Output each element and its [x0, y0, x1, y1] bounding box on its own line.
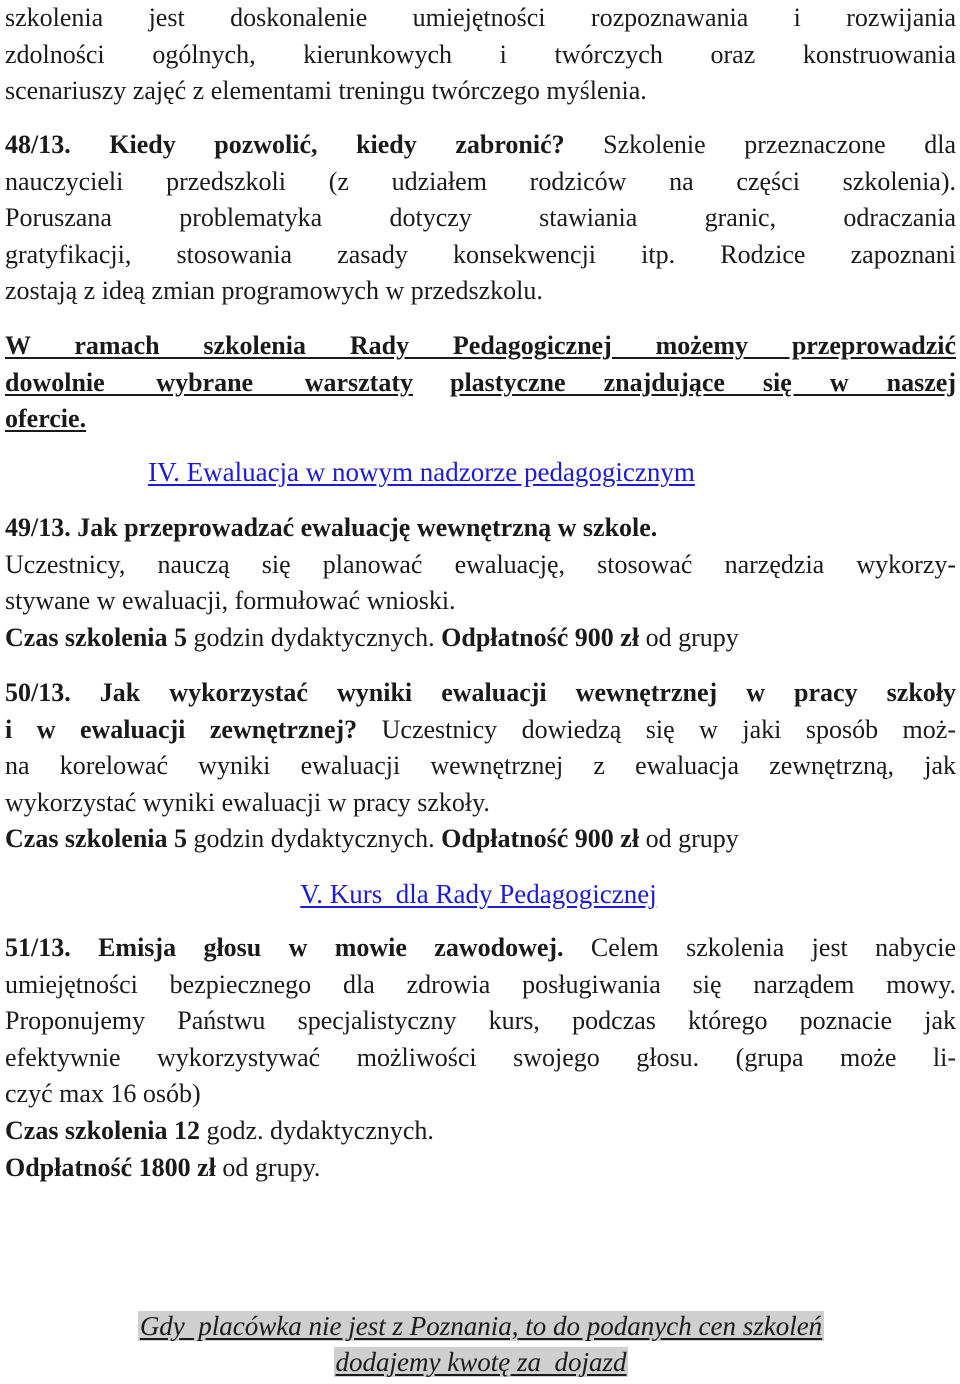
price-line	[5, 620, 956, 657]
text-line	[5, 365, 956, 402]
text-line: scenariuszy zajęć z elementami treningu twórczego myślenia.	[5, 76, 647, 106]
footer-text: Gdy placówka nie jest z Poznania, to do podanych cen szkoleń	[139, 1311, 823, 1341]
text-span: Szkolenie przeznaczone dla	[564, 130, 956, 159]
text-line: umiejętności bezpiecznego dla zdrowia posługiwania się narządem mowy.	[5, 969, 956, 999]
course-50	[5, 675, 956, 858]
text-span: godz. dydaktycznych.	[200, 1115, 434, 1145]
travel-cost-note	[68, 1308, 894, 1380]
text-line: zdolności ogólnych, kierunkowych i twórczych oraz konstruowania	[5, 39, 956, 69]
price-line	[5, 821, 956, 858]
text-line: czyć max 16 osób)	[5, 1079, 201, 1109]
footer-line	[68, 1308, 894, 1344]
course-title: 50/13. Jak wykorzystać wyniki ewaluacji wewnętrznej w pracy szkoły	[5, 678, 956, 707]
text-span: od grupy	[639, 622, 739, 652]
text-span: Celem szkolenia jest nabycie	[563, 933, 956, 962]
text-span: plastyczne znajdujące się w naszej	[450, 367, 956, 397]
rada-note	[5, 328, 956, 438]
text-line	[5, 127, 956, 164]
text-line: zostają z ideą zmian programowych w przedszkolu.	[5, 276, 543, 306]
duration-label: Czas szkolenia 5	[5, 622, 187, 652]
duration-label: Czas szkolenia 5	[5, 824, 187, 854]
duration-label: Czas szkolenia 12	[5, 1115, 200, 1145]
text-span: od grupy.	[215, 1152, 321, 1182]
text-line: na korelować wyniki ewaluacji wewnętrznej z ewaluacja zewnętrzną, jak	[5, 751, 956, 781]
text-span: godzin dydaktycznych.	[187, 824, 442, 854]
fee-label: Odpłatność 1800 zł	[5, 1152, 216, 1182]
course-51	[5, 930, 956, 1186]
course-49	[5, 510, 956, 656]
footer-text: dodajemy kwotę za dojazd	[335, 1347, 627, 1377]
course-48	[5, 127, 956, 310]
text-line: gratyfikacji, stosowania zasady konsekwencji itp. Rodzice zapoznani	[5, 239, 956, 269]
intro-paragraph	[5, 0, 956, 110]
text-line: Poruszana problematyka dotyczy stawiania granic, odraczania	[5, 203, 956, 233]
course-title: 51/13. Emisja głosu w mowie zawodowej.	[5, 933, 564, 962]
text-line: Uczestnicy, nauczą się planować ewaluację, stosować narzędzia wykorzy-	[5, 549, 956, 579]
course-title: 49/13. Jak przeprowadzać ewaluację wewnętrzną w szkole.	[5, 513, 658, 542]
text-span: Uczestnicy dowiedzą się w jaki sposób moż-	[357, 714, 956, 744]
text-span: dowolnie wybrane warsztaty	[5, 367, 413, 397]
course-title: 48/13. Kiedy pozwolić, kiedy zabronić?	[5, 130, 565, 159]
text-line	[5, 712, 956, 749]
text-line: Proponujemy Państwu specjalistyczny kurs, podczas którego poznacie jak	[5, 1006, 956, 1036]
text-line: W ramach szkolenia Rady Pedagogicznej możemy przeprowadzić	[5, 331, 956, 360]
text-line: ofercie.	[5, 404, 87, 434]
section-heading-iv	[5, 453, 956, 491]
footer-line	[68, 1344, 894, 1380]
text-line: szkolenia jest doskonalenie umiejętności rozpoznawania i rozwijania	[5, 3, 956, 32]
text-line: nauczycieli przedszkoli (z udziałem rodziców na części szkolenia).	[5, 166, 956, 196]
text-line: efektywnie wykorzystywać możliwości swojego głosu. (grupa może li-	[5, 1042, 956, 1072]
fee-label: Odpłatność 900 zł	[441, 824, 640, 854]
text-span: od grupy	[639, 824, 739, 854]
section-title: IV. Ewaluacja w nowym nadzorze pedagogicznym	[148, 457, 695, 487]
price-line	[5, 1150, 956, 1187]
text-span: godzin dydaktycznych.	[187, 622, 442, 652]
section-title: V. Kurs dla Rady Pedagogicznej	[300, 879, 657, 909]
course-title: i w ewaluacji zewnętrznej?	[5, 714, 358, 744]
text-line: stywane w ewaluacji, formułować wnioski.	[5, 586, 456, 616]
duration-line	[5, 1113, 956, 1150]
text-line: wykorzystać wyniki ewaluacji w pracy szkoły.	[5, 787, 490, 817]
section-heading-v	[5, 875, 956, 913]
fee-label: Odpłatność 900 zł	[441, 622, 640, 652]
text-line	[5, 930, 956, 967]
